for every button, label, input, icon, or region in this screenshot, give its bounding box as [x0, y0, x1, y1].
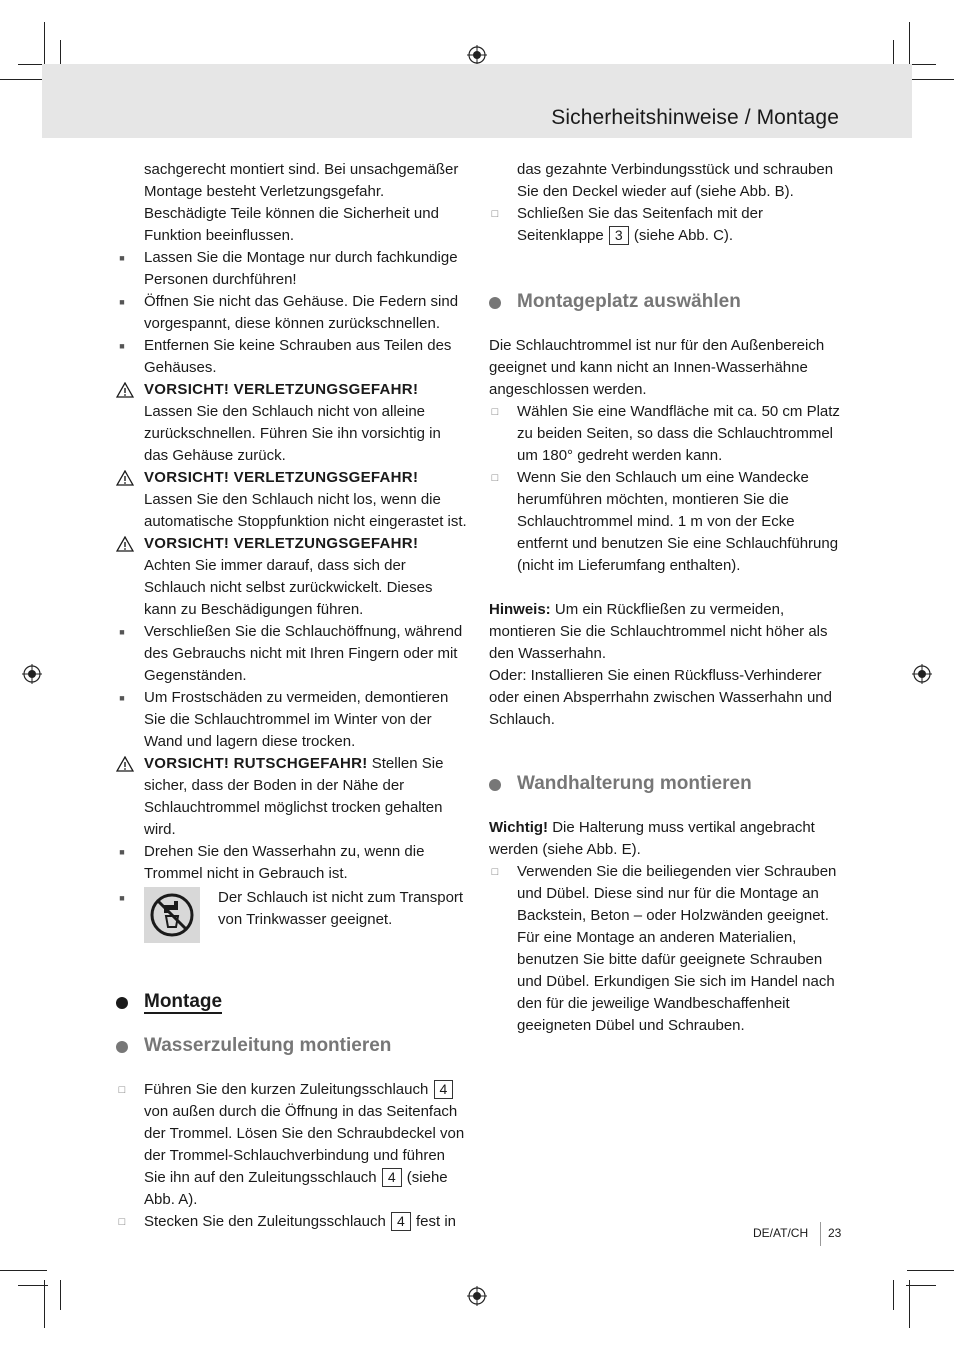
section-heading: Wandhalterung montieren [489, 771, 841, 797]
list-item: □ Stecken Sie den Zuleitungsschlauch 4 fest in [116, 1211, 468, 1233]
checkbox-bullet-icon: □ [491, 472, 499, 484]
list-item [116, 887, 468, 947]
bullet-square-icon: ■ [119, 627, 125, 637]
bullet-square-icon: ■ [119, 253, 125, 263]
warning-block [116, 533, 468, 621]
heading-dot-icon [116, 997, 128, 1009]
list-item: □ Verwenden Sie die beiliegenden vier Schrauben und Dübel. Diese sind nur für die Montage an Backstein, Beton – oder Holzwänden geeignet. Für eine Montage an anderen Materialien, benutzen Sie bitte dafür geeignete Schrauben und Dübel. Erkundigen Sie sich im Handel nach den für die jeweilige Wandbeschaffenheit geeigneten Dübel und Schrauben. [489, 861, 841, 1037]
left-column [116, 159, 468, 1233]
warning-text: Lassen Sie den Schlauch nicht los, wenn die automatische Stoppfunktion nicht eingerastet ist. [144, 491, 467, 530]
registration-mark-icon [912, 664, 932, 684]
list-item: □ Schließen Sie das Seitenfach mit der Seitenklappe 3 (siehe Abb. C). [489, 203, 841, 247]
part-number-badge: 3 [609, 226, 629, 245]
warning-block [116, 379, 468, 467]
section-heading: Montageplatz auswählen [489, 289, 841, 315]
list-item: ■ Öffnen Sie nicht das Gehäuse. Die Federn sind vorgespannt, diese können zurückschnellen. [116, 291, 468, 335]
checkbox-bullet-icon: □ [491, 208, 499, 220]
heading-dot-icon [489, 779, 501, 791]
warning-heading: VORSICHT! VERLETZUNGSGEFAHR! [144, 469, 419, 486]
list-item: ■ Entfernen Sie keine Schrauben aus Teilen des Gehäuses. [116, 335, 468, 379]
important-label: Wichtig! [489, 819, 549, 836]
checkbox-bullet-icon: □ [118, 1084, 126, 1096]
bullet-square-icon: ■ [119, 847, 125, 857]
list-item: □ Führen Sie den kurzen Zuleitungsschlauch 4 von außen durch die Öffnung in das Seitenfach der Trommel. Lösen Sie den Schraubdeckel von der Trommel-Schlauchverbindung und führen Sie ihn auf den Zuleitungsschlauch 4 (siehe Abb. A). [116, 1079, 468, 1211]
continuation-text: das gezahnte Verbindungsstück und schrauben Sie den Deckel wieder auf (siehe Abb. B). [517, 161, 834, 200]
section-heading: Montage [116, 989, 468, 1015]
intro-text: sachgerecht montiert sind. Bei unsachgemäßer Montage besteht Verletzungsgefahr. Beschädigte Teile können die Sicherheit und Funktion beeinflussen. [144, 161, 459, 244]
bullet-square-icon: ■ [119, 893, 125, 903]
list-item: ■ Verschließen Sie die Schlauchöffnung, während des Gebrauchs nicht mit Ihren Fingern oder mit Gegenständen. [116, 621, 468, 687]
list-item: □ Wenn Sie den Schlauch um eine Wandecke herumführen möchten, montieren Sie die Schlauchtrommel mind. 1 m von der Ecke entfernt und benutzen Sie eine Schlauchführung (nicht im Lieferumfang enthalten). [489, 467, 841, 577]
warning-triangle-icon [116, 536, 134, 552]
bullet-square-icon: ■ [119, 297, 125, 307]
crop-mark [909, 22, 910, 70]
crop-mark [44, 22, 45, 70]
warning-triangle-icon [116, 756, 134, 772]
registration-mark-icon [22, 664, 42, 684]
footer-divider [820, 1222, 821, 1246]
crop-mark [18, 1285, 48, 1286]
crop-mark [907, 1270, 954, 1271]
list-item: ■ Um Frostschäden zu vermeiden, demontieren Sie die Schlauchtrommel im Winter von der Wand und lagern diese trocken. [116, 687, 468, 753]
crop-mark [893, 1280, 894, 1310]
part-number-badge: 4 [434, 1080, 454, 1099]
footer-language: DE/AT/CH [753, 1226, 809, 1240]
important-paragraph: Wichtig! Die Halterung muss vertikal angebracht werden (siehe Abb. E). [489, 819, 815, 858]
heading-dot-icon [489, 297, 501, 309]
crop-mark [44, 1280, 45, 1328]
crop-mark [906, 1285, 936, 1286]
list-item: ■ Lassen Sie die Montage nur durch fachkundige Personen durchführen! [116, 247, 468, 291]
warning-heading: VORSICHT! VERLETZUNGSGEFAHR! [144, 381, 419, 398]
warning-heading: VORSICHT! RUTSCHGEFAHR! [144, 755, 368, 772]
crop-mark [0, 79, 47, 80]
warning-triangle-icon [116, 470, 134, 486]
checkbox-bullet-icon: □ [491, 406, 499, 418]
warning-text: Stellen Sie sicher, dass der Boden in der Nähe der Schlauchtrommel möglichst trocken gehalten wird. [144, 755, 444, 838]
registration-mark-icon [467, 45, 487, 65]
warning-text: Achten Sie immer darauf, dass sich der Schlauch nicht selbst zurückwickelt. Dieses kann zu Beschädigungen führen. [144, 557, 433, 618]
list-item: □ Wählen Sie eine Wandfläche mit ca. 50 cm Platz zu beiden Seiten, so dass die Schlauchtrommel um 180° gedreht werden kann. [489, 401, 841, 467]
crop-mark [0, 1270, 47, 1271]
crop-mark [909, 1280, 910, 1328]
part-number-badge: 4 [391, 1212, 411, 1231]
crop-mark [60, 1280, 61, 1310]
checkbox-bullet-icon: □ [118, 1216, 126, 1228]
right-column [489, 159, 841, 1037]
checkbox-bullet-icon: □ [491, 866, 499, 878]
bullet-square-icon: ■ [119, 341, 125, 351]
registration-mark-icon [467, 1286, 487, 1306]
paragraph: Oder: Installieren Sie einen Rückfluss-Verhinderer oder einen Absperrhahn zwischen Wasserhahn und Schlauch. [489, 667, 832, 728]
paragraph: Die Schlauchtrommel ist nur für den Außenbereich geeignet und kann nicht an Innen-Wasserhähne angeschlossen werden. [489, 337, 825, 398]
warning-heading: VORSICHT! VERLETZUNGSGEFAHR! [144, 535, 419, 552]
note-paragraph: Hinweis: Um ein Rückfließen zu vermeiden, montieren Sie die Schlauchtrommel nicht höher als den Wasserhahn. [489, 601, 828, 662]
heading-dot-icon [116, 1041, 128, 1053]
warning-block [116, 467, 468, 533]
page-number: 23 [828, 1226, 842, 1240]
crop-mark [907, 79, 954, 80]
part-number-badge: 4 [382, 1168, 402, 1187]
list-item: ■ Drehen Sie den Wasserhahn zu, wenn die Trommel nicht in Gebrauch ist. [116, 841, 468, 885]
note-label: Hinweis: [489, 601, 551, 618]
no-drinking-water-icon [144, 887, 200, 943]
warning-triangle-icon [116, 382, 134, 398]
section-heading: Wasserzuleitung montieren [116, 1033, 468, 1059]
bullet-square-icon: ■ [119, 693, 125, 703]
warning-block [116, 753, 468, 841]
list-item-text: Der Schlauch ist nicht zum Transport von Trinkwasser geeignet. [218, 889, 464, 928]
page-title: Sicherheitshinweise / Montage [551, 106, 839, 129]
warning-text: Lassen Sie den Schlauch nicht von alleine zurückschnellen. Führen Sie ihn vorsichtig in das Gehäuse zurück. [144, 403, 441, 464]
